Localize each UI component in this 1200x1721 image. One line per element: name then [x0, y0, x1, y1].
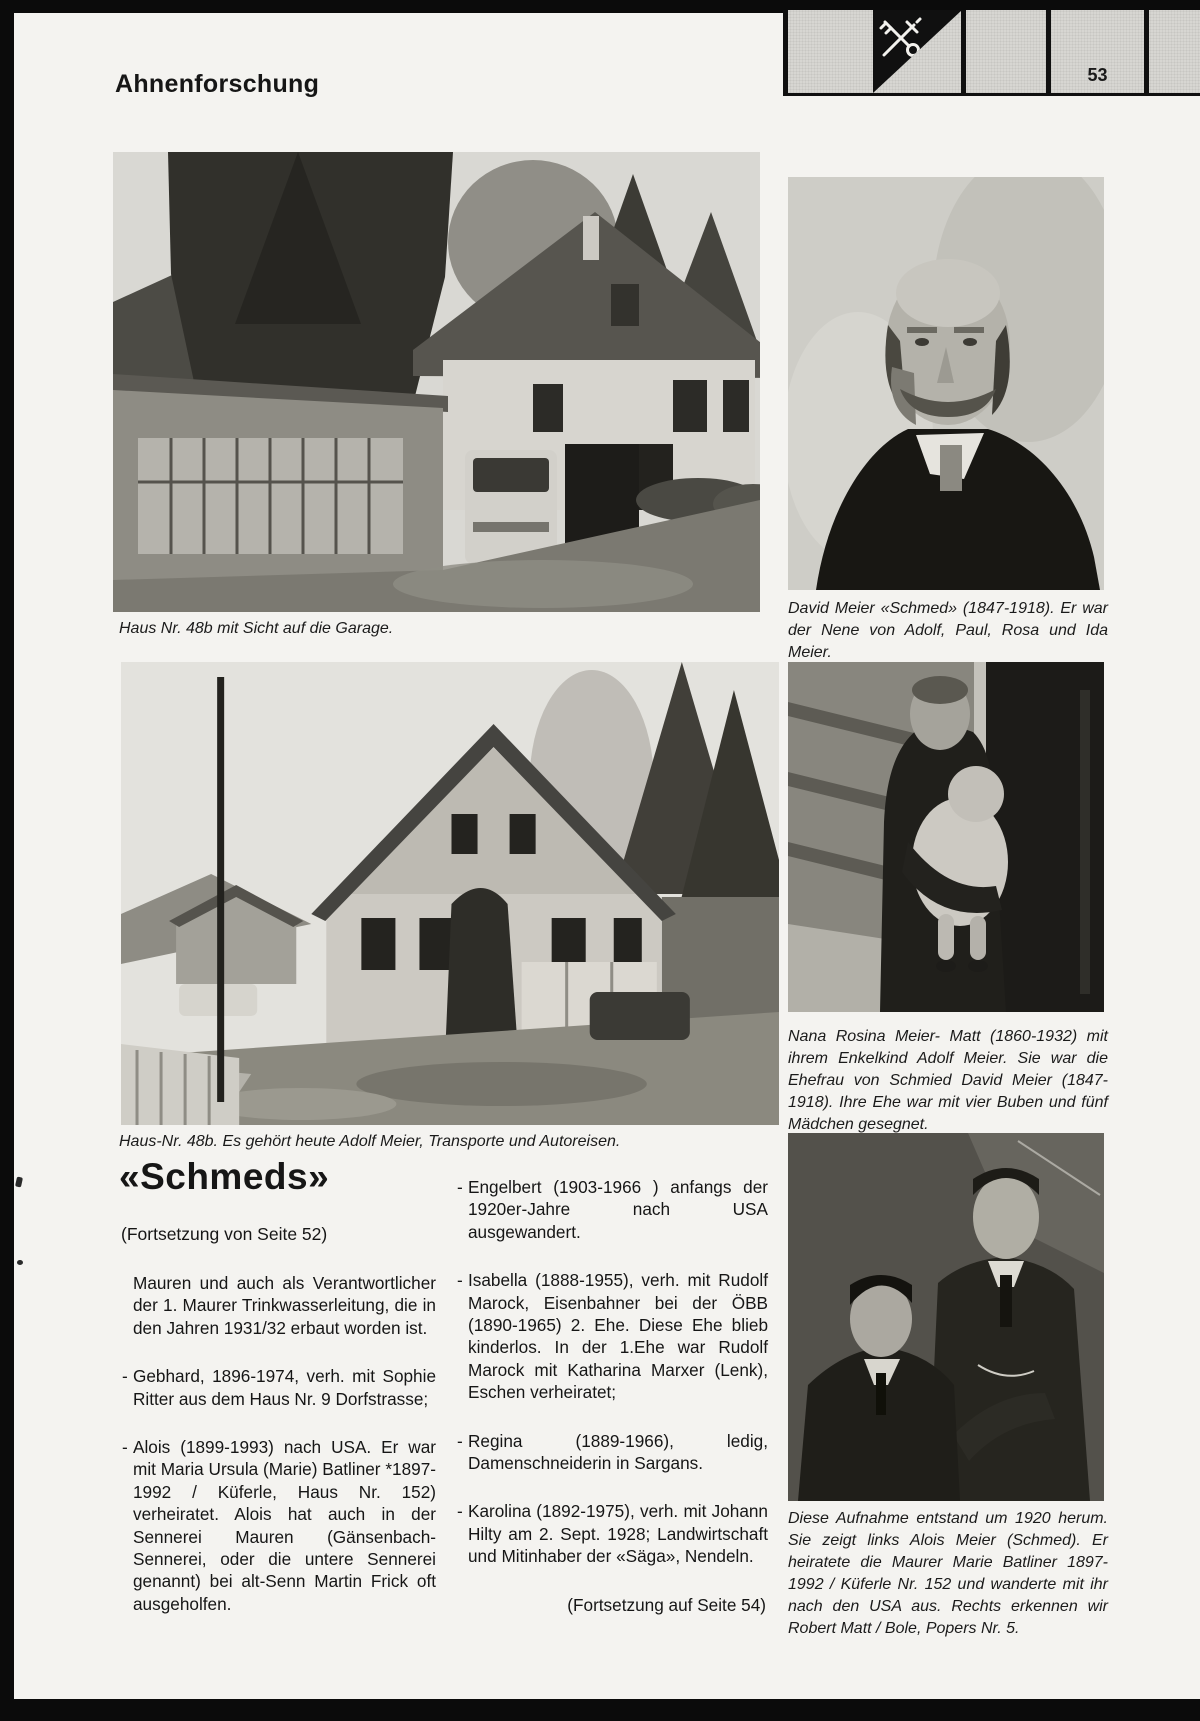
photo-house-garage	[113, 152, 760, 612]
header-tab-bar	[783, 10, 1200, 96]
list-item	[122, 1365, 436, 1410]
photo-house-48b	[121, 662, 779, 1125]
list-bullet: -	[457, 1270, 463, 1291]
photo-house-garage-image	[113, 152, 760, 612]
page-number: 53	[1087, 65, 1108, 85]
emblem-triangle	[873, 10, 962, 93]
list-item	[457, 1176, 768, 1243]
photo-two-men	[788, 1133, 1104, 1501]
continuation-note: (Fortsetzung auf Seite 54)	[567, 1594, 766, 1615]
list-item-text: Engelbert (1903-1966 ) anfangs der 1920er-Jahre nach USA ausgewandert.	[468, 1177, 768, 1242]
article-continuation-note: (Fortsetzung von Seite 52)	[121, 1224, 328, 1244]
list-bullet: -	[457, 1177, 463, 1197]
left-column	[122, 1272, 436, 1641]
scan-edge-left	[0, 0, 14, 1703]
photo-portrait-david	[788, 177, 1104, 590]
scan-speck	[17, 1260, 23, 1265]
scan-edge-bottom	[0, 1699, 1200, 1721]
body-paragraph: Mauren und auch als Verantwortlicher der 1. Maurer Trinkwasserleitung, die in den Jahren 1931/32 erbaut worden ist.	[133, 1273, 436, 1338]
list-item-text: Gebhard, 1896-1974, verh. mit Sophie Ritter aus dem Haus Nr. 9 Dorfstrasse;	[133, 1366, 436, 1409]
photo-caption: Nana Rosina Meier- Matt (1860-1932) mit ihrem Enkelkind Adolf Meier. Sie war die Ehefrau von Schmied David Meier (1847-1918). Ihre Ehe war mit vier Buben und fünf Mädchen gesegnet.	[788, 1028, 1108, 1133]
article-title: «Schmeds»	[119, 1156, 330, 1197]
list-item-text: Karolina (1892-1975), verh. mit Johann Hilty am 2. Sept. 1928; Landwirtschaft und Mitinhaber der «Säga», Nendeln.	[468, 1501, 768, 1567]
photo-house-48b-image	[121, 662, 779, 1125]
right-column	[457, 1176, 768, 1642]
list-bullet: -	[122, 1437, 128, 1458]
list-item-text: Regina (1889-1966), ledig, Damenschneiderin in Sargans.	[468, 1430, 768, 1474]
photo-two-men-image	[788, 1133, 1104, 1501]
photo-caption: Diese Aufnahme entstand um 1920 herum. Sie zeigt links Alois Meier (Schmed). Er heiratete die Maurer Marie Batliner 1897-1992 / Küferle Nr. 152 und wanderte mit ihr nach den USA aus. Rechts erkennen wir Robert Matt / Bole, Popers Nr. 5.	[788, 1510, 1108, 1637]
scan-speck	[15, 1176, 23, 1187]
photo-nana-rosina	[788, 662, 1104, 1012]
photo-caption: Haus Nr. 48b mit Sicht auf die Garage.	[119, 620, 394, 637]
tab-divider	[1144, 10, 1149, 93]
list-item	[122, 1436, 436, 1615]
list-item	[457, 1269, 768, 1403]
photo-caption: Haus-Nr. 48b. Es gehört heute Adolf Meier, Transporte und Autoreisen.	[119, 1133, 621, 1150]
list-item	[457, 1500, 768, 1567]
photo-nana-rosina-image	[788, 662, 1104, 1012]
tab-divider	[961, 10, 966, 93]
list-item-text: Alois (1899-1993) nach USA. Er war mit Maria Ursula (Marie) Batliner *1897-1992 / Küferle, Haus Nr. 152) verheiratet. Alois hat auch in der Sennerei Mauren (Gänsenbach-Sennerei, oder die untere Sennerei genannt) bei alt-Senn Martin Frick oft ausgeholfen.	[133, 1437, 436, 1614]
crossed-key-and-sword-icon	[876, 13, 926, 63]
photo-caption: David Meier «Schmed» (1847-1918). Er war der Nene von Adolf, Paul, Rosa und Ida Meier.	[788, 600, 1108, 661]
list-bullet: -	[457, 1501, 463, 1522]
list-bullet: -	[122, 1366, 128, 1387]
list-bullet: -	[457, 1430, 463, 1451]
photo-portrait-david-image	[788, 177, 1104, 590]
tab-divider	[783, 10, 788, 93]
list-item-text: Isabella (1888-1955), verh. mit Rudolf Marock, Eisenbahner bei der ÖBB (1890-1965) 2. Ehe. Diese Ehe blieb kinderlos. In der 1.Ehe war Rudolf Marock mit Katharina Marxer (Lenk), Eschen verheiratet;	[468, 1270, 768, 1403]
page-title: Ahnenforschung	[115, 70, 320, 98]
list-item	[457, 1430, 768, 1475]
